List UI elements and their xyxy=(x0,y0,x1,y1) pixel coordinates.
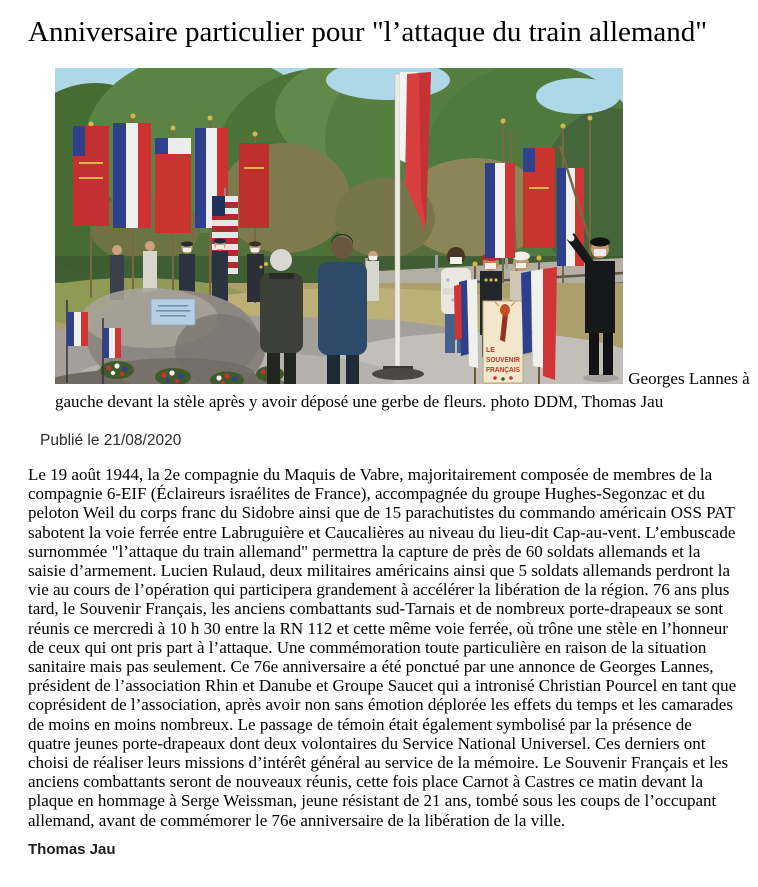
article-body: Le 19 août 1944, la 2e compagnie du Maquis de Vabre, majoritairement composée de membres de la compagnie 6-EIF (Éclaireurs israélites de France), accompagnée du groupe Hughes-Segonzac et du peloton Weil du corps franc du Sidobre ainsi que de 15 parachutistes du commando américain OSS PAT sabotent la voie ferrée entre Labruguière et Caucalières au niveau du lieu-dit Cap-au-vent. L’embuscade surnommée "l’attaque du train allemand" permettra la capture de près de 60 soldats allemands et la saisie d’armement. Lucien Rulaud, deux militaires américains ainsi que 5 soldats allemands perdront la vie au cours de l’opération qui participera grandement à accélérer la libération de la région. 76 ans plus tard, le Souvenir Français, les anciens combattants sud-Tarnais et de nombreux porte-drapeaux se sont réunis ce mercredi à 10 h 30 entre la RN 112 et cette même voie ferrée, où trône une stèle en l’honneur de ceux qui ont pris part à l’attaque. Une commémoration toute particulière en raison de la situation sanitaire mais pas seulement. Ce 76e anniversaire a été ponctué par une annonce de Georges Lannes, président de l’association Rhin et Danube et Groupe Saucet qui a intronisé Christian Pourcel en tant que coprésident de l’association, après avoir non sans émotion déplorée les effets du temps et les camarades de moins en moins nombreux. Le passage de témoin était également symbolisé par la présence de quatre jeunes porte-drapeaux dont deux volontaires du Service National Universel. Ces derniers ont choisi de réaliser leurs missions d’intérêt général au service de la mémoire. Le Souvenir Français et les anciens combattants seront de nouveaux réunis, cette fois place Carnot à Castres ce matin devant la plaque en hommage à Serge Weissman, jeune résistant de 21 ans, tombé sous les coups de l’occupant allemand, avant de commémorer le 76e anniversaire de la libération de la ville. xyxy=(28,465,737,830)
ceremony-photo xyxy=(55,68,623,384)
publish-date: Publié le 21/08/2020 xyxy=(40,432,182,449)
article-photo-block xyxy=(55,68,753,413)
poster-text-souvenir: SOUVENIR xyxy=(486,357,520,364)
poster-text-le: LE xyxy=(486,347,495,354)
photo-caption: Georges Lannes à gauche devant la stèle après y avoir déposé une gerbe de fleurs. photo DDM, Thomas Jau xyxy=(55,369,750,411)
article-title: Anniversaire particulier pour "l’attaque du train allemand" xyxy=(28,16,708,48)
author-byline: Thomas Jau xyxy=(28,840,116,858)
souvenir-francais-poster xyxy=(483,300,523,383)
poster-text-francais: FRANÇAIS xyxy=(486,367,521,374)
memorial-plaque xyxy=(151,299,195,325)
